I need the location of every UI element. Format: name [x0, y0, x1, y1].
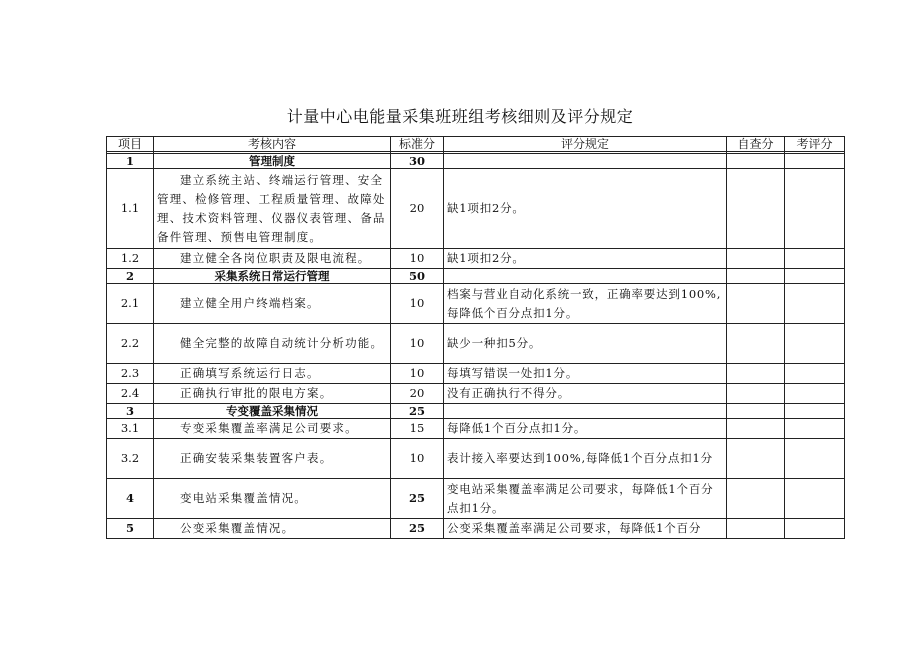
row-review-score[interactable]	[785, 439, 845, 479]
page-title: 计量中心电能量采集班班组考核细则及评分规定	[286, 107, 634, 126]
row-review-score[interactable]	[785, 479, 845, 519]
row-content: 变电站采集覆盖情况。	[154, 479, 391, 519]
row-id: 3	[107, 404, 154, 419]
row-self-score[interactable]	[727, 154, 785, 169]
row-review-score[interactable]	[785, 169, 845, 249]
row-review-score[interactable]	[785, 284, 845, 324]
row-id: 5	[107, 519, 154, 539]
table-row	[107, 439, 845, 479]
row-score: 50	[391, 269, 444, 284]
row-review-score[interactable]	[785, 154, 845, 169]
row-review-score[interactable]	[785, 419, 845, 439]
row-id: 2.4	[107, 384, 154, 404]
row-self-score[interactable]	[727, 419, 785, 439]
row-id: 1	[107, 154, 154, 169]
row-review-score[interactable]	[785, 384, 845, 404]
row-review-score[interactable]	[785, 269, 845, 284]
row-id: 3.1	[107, 419, 154, 439]
row-content: 建立健全用户终端档案。	[154, 284, 391, 324]
row-score: 30	[391, 154, 444, 169]
table-row	[107, 479, 845, 519]
row-score: 10	[391, 249, 444, 269]
row-rule: 公变采集覆盖率满足公司要求，每降低1个百分	[444, 519, 727, 539]
row-rule: 每填写错误一处扣1分。	[444, 364, 727, 384]
row-self-score[interactable]	[727, 324, 785, 364]
row-content: 专变覆盖采集情况	[154, 404, 391, 419]
row-self-score[interactable]	[727, 519, 785, 539]
row-self-score[interactable]	[727, 284, 785, 324]
row-self-score[interactable]	[727, 364, 785, 384]
row-score: 25	[391, 404, 444, 419]
row-score: 20	[391, 384, 444, 404]
row-rule	[444, 154, 727, 169]
table-row	[107, 404, 845, 419]
row-content: 正确安装采集装置客户表。	[154, 439, 391, 479]
row-content: 管理制度	[154, 154, 391, 169]
row-content: 正确执行审批的限电方案。	[154, 384, 391, 404]
row-rule	[444, 404, 727, 419]
table-row	[107, 324, 845, 364]
row-id: 1.1	[107, 169, 154, 249]
table-row	[107, 284, 845, 324]
row-rule: 缺少一种扣5分。	[444, 324, 727, 364]
row-id: 2	[107, 269, 154, 284]
row-content: 建立健全各岗位职责及限电流程。	[154, 249, 391, 269]
table-row	[107, 384, 845, 404]
table-row	[107, 364, 845, 384]
table-row	[107, 269, 845, 284]
header-review: 考评分	[785, 137, 845, 152]
row-id: 3.2	[107, 439, 154, 479]
table-row	[107, 154, 845, 169]
row-content: 公变采集覆盖情况。	[154, 519, 391, 539]
row-self-score[interactable]	[727, 384, 785, 404]
row-score: 15	[391, 419, 444, 439]
header-item: 项目	[107, 137, 154, 152]
row-self-score[interactable]	[727, 404, 785, 419]
row-self-score[interactable]	[727, 249, 785, 269]
row-self-score[interactable]	[727, 169, 785, 249]
row-review-score[interactable]	[785, 404, 845, 419]
row-review-score[interactable]	[785, 249, 845, 269]
row-id: 4	[107, 479, 154, 519]
row-review-score[interactable]	[785, 324, 845, 364]
row-content: 正确填写系统运行日志。	[154, 364, 391, 384]
header-rule: 评分规定	[444, 137, 727, 152]
header-self: 自查分	[727, 137, 785, 152]
row-rule: 档案与营业自动化系统一致，正确率要达到100%,每降低个百分点扣1分。	[444, 284, 727, 324]
row-review-score[interactable]	[785, 519, 845, 539]
row-rule: 缺1项扣2分。	[444, 249, 727, 269]
table-row	[107, 519, 845, 539]
row-id: 2.2	[107, 324, 154, 364]
row-self-score[interactable]	[727, 439, 785, 479]
row-score: 10	[391, 364, 444, 384]
header-standard: 标准分	[391, 137, 444, 152]
row-content: 建立系统主站、终端运行管理、安全管理、检修管理、工程质量管理、故障处理、技术资料管理、仪器仪表管理、备品备件管理、预售电管理制度。	[154, 169, 391, 249]
table-row	[107, 169, 845, 249]
row-content: 采集系统日常运行管理	[154, 269, 391, 284]
assessment-table	[106, 136, 845, 539]
row-rule: 没有正确执行不得分。	[444, 384, 727, 404]
table-row	[107, 249, 845, 269]
row-content: 健全完整的故障自动统计分析功能。	[154, 324, 391, 364]
table-row	[107, 419, 845, 439]
row-rule: 表计接入率要达到100%,每降低1个百分点扣1分	[444, 439, 727, 479]
row-score: 25	[391, 519, 444, 539]
row-score: 20	[391, 169, 444, 249]
row-rule: 缺1项扣2分。	[444, 169, 727, 249]
row-score: 25	[391, 479, 444, 519]
header-content: 考核内容	[154, 137, 391, 152]
row-id: 2.3	[107, 364, 154, 384]
row-review-score[interactable]	[785, 364, 845, 384]
row-content: 专变采集覆盖率满足公司要求。	[154, 419, 391, 439]
table-header-row	[107, 137, 845, 152]
row-score: 10	[391, 284, 444, 324]
row-self-score[interactable]	[727, 479, 785, 519]
row-score: 10	[391, 324, 444, 364]
row-self-score[interactable]	[727, 269, 785, 284]
row-id: 2.1	[107, 284, 154, 324]
row-rule: 每降低1个百分点扣1分。	[444, 419, 727, 439]
row-score: 10	[391, 439, 444, 479]
row-rule: 变电站采集覆盖率满足公司要求，每降低1个百分点扣1分。	[444, 479, 727, 519]
row-id: 1.2	[107, 249, 154, 269]
row-rule	[444, 269, 727, 284]
